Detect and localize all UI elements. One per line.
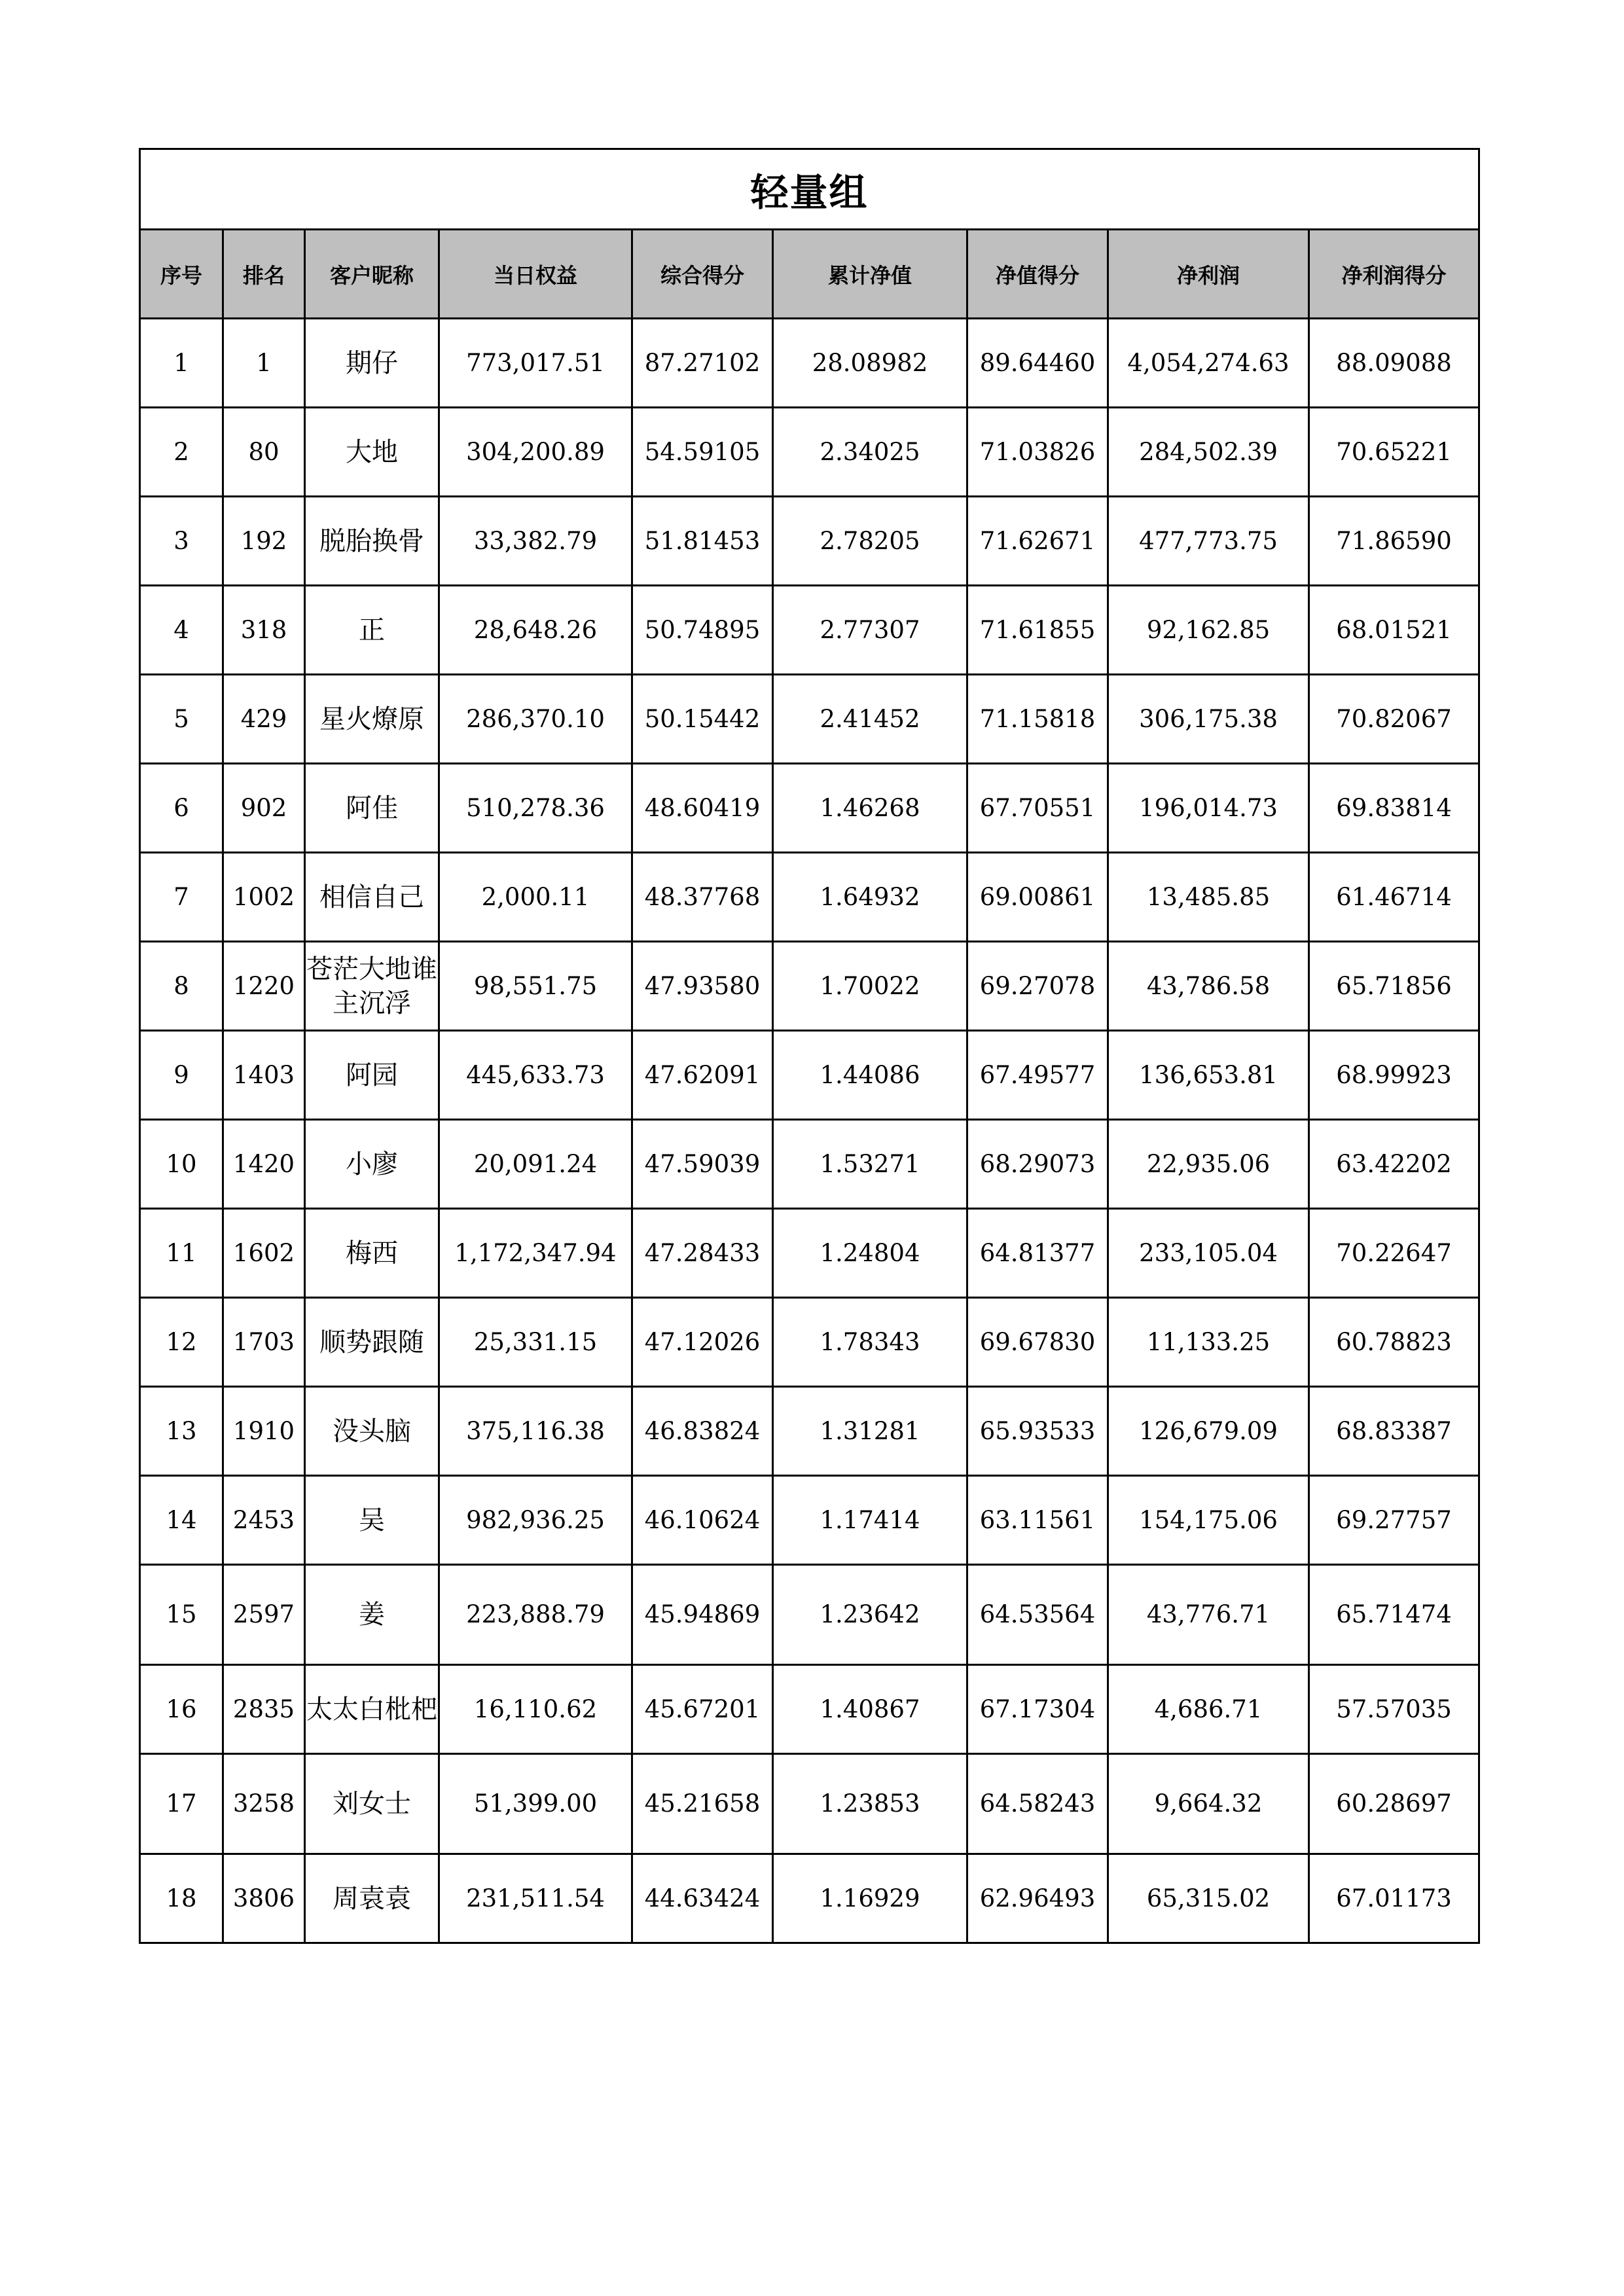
row-equity: 33,382.79 (439, 497, 632, 586)
row-rank: 80 (223, 408, 305, 497)
row-cumulative-nav: 1.78343 (773, 1298, 967, 1387)
row-nickname: 脱胎换骨 (305, 497, 439, 586)
row-index: 4 (140, 586, 223, 675)
row-rank: 1910 (223, 1387, 305, 1476)
row-equity: 304,200.89 (439, 408, 632, 497)
row-nav-score: 67.17304 (967, 1665, 1108, 1754)
row-net-profit-score: 69.27757 (1309, 1476, 1479, 1565)
table-row (140, 1754, 1479, 1854)
row-nickname: 顺势跟随 (305, 1298, 439, 1387)
row-total-score: 48.60419 (632, 764, 773, 853)
row-index: 12 (140, 1298, 223, 1387)
row-net-profit-score: 61.46714 (1309, 853, 1479, 942)
row-index: 5 (140, 675, 223, 764)
row-net-profit-score: 70.65221 (1309, 408, 1479, 497)
row-cumulative-nav: 2.34025 (773, 408, 967, 497)
row-nickname: 梅西 (305, 1209, 439, 1298)
table-row (140, 1665, 1479, 1754)
row-index: 18 (140, 1854, 223, 1943)
row-total-score: 54.59105 (632, 408, 773, 497)
row-nav-score: 71.15818 (967, 675, 1108, 764)
row-equity: 982,936.25 (439, 1476, 632, 1565)
header-row (140, 230, 1479, 319)
row-total-score: 47.12026 (632, 1298, 773, 1387)
table-row (140, 942, 1479, 1031)
row-total-score: 47.59039 (632, 1120, 773, 1209)
row-net-profit: 4,054,274.63 (1108, 319, 1309, 408)
row-nickname: 期仔 (305, 319, 439, 408)
row-net-profit: 284,502.39 (1108, 408, 1309, 497)
row-nickname: 苍茫大地谁主沉浮 (305, 942, 439, 1031)
row-net-profit: 126,679.09 (1108, 1387, 1309, 1476)
row-equity: 286,370.10 (439, 675, 632, 764)
table-row (140, 853, 1479, 942)
row-net-profit-score: 88.09088 (1309, 319, 1479, 408)
row-net-profit: 4,686.71 (1108, 1665, 1309, 1754)
row-cumulative-nav: 1.46268 (773, 764, 967, 853)
header-net-profit: 净利润 (1108, 230, 1309, 319)
row-index: 10 (140, 1120, 223, 1209)
table-row (140, 1387, 1479, 1476)
header-index: 序号 (140, 230, 223, 319)
row-equity: 16,110.62 (439, 1665, 632, 1754)
row-total-score: 51.81453 (632, 497, 773, 586)
row-rank: 2453 (223, 1476, 305, 1565)
row-equity: 231,511.54 (439, 1854, 632, 1943)
row-index: 13 (140, 1387, 223, 1476)
row-cumulative-nav: 1.40867 (773, 1665, 967, 1754)
row-nickname: 大地 (305, 408, 439, 497)
row-net-profit-score: 63.42202 (1309, 1120, 1479, 1209)
row-net-profit: 13,485.85 (1108, 853, 1309, 942)
header-nickname: 客户昵称 (305, 230, 439, 319)
row-index: 14 (140, 1476, 223, 1565)
row-nav-score: 67.70551 (967, 764, 1108, 853)
header-cumulative-nav: 累计净值 (773, 230, 967, 319)
row-nav-score: 65.93533 (967, 1387, 1108, 1476)
row-net-profit-score: 68.01521 (1309, 586, 1479, 675)
row-nickname: 星火燎原 (305, 675, 439, 764)
header-net-profit-score: 净利润得分 (1309, 230, 1479, 319)
row-rank: 318 (223, 586, 305, 675)
header-equity: 当日权益 (439, 230, 632, 319)
row-cumulative-nav: 1.31281 (773, 1387, 967, 1476)
row-nickname: 没头脑 (305, 1387, 439, 1476)
row-cumulative-nav: 2.41452 (773, 675, 967, 764)
ranking-table (139, 148, 1480, 1944)
row-net-profit-score: 70.82067 (1309, 675, 1479, 764)
table-row (140, 675, 1479, 764)
row-rank: 1602 (223, 1209, 305, 1298)
row-rank: 429 (223, 675, 305, 764)
row-nickname: 小廖 (305, 1120, 439, 1209)
row-index: 11 (140, 1209, 223, 1298)
row-total-score: 45.67201 (632, 1665, 773, 1754)
table-row (140, 1031, 1479, 1120)
row-net-profit-score: 70.22647 (1309, 1209, 1479, 1298)
row-cumulative-nav: 1.64932 (773, 853, 967, 942)
row-rank: 902 (223, 764, 305, 853)
row-total-score: 46.83824 (632, 1387, 773, 1476)
row-index: 9 (140, 1031, 223, 1120)
row-nav-score: 69.27078 (967, 942, 1108, 1031)
row-cumulative-nav: 1.23642 (773, 1565, 967, 1665)
table-row (140, 764, 1479, 853)
row-net-profit-score: 65.71856 (1309, 942, 1479, 1031)
row-index: 1 (140, 319, 223, 408)
row-equity: 20,091.24 (439, 1120, 632, 1209)
row-net-profit: 136,653.81 (1108, 1031, 1309, 1120)
row-nav-score: 68.29073 (967, 1120, 1108, 1209)
row-rank: 2597 (223, 1565, 305, 1665)
row-total-score: 45.94869 (632, 1565, 773, 1665)
row-cumulative-nav: 1.16929 (773, 1854, 967, 1943)
row-total-score: 47.62091 (632, 1031, 773, 1120)
row-nickname: 正 (305, 586, 439, 675)
row-nickname: 周袁袁 (305, 1854, 439, 1943)
row-equity: 28,648.26 (439, 586, 632, 675)
row-rank: 1403 (223, 1031, 305, 1120)
row-net-profit: 196,014.73 (1108, 764, 1309, 853)
row-nav-score: 64.58243 (967, 1754, 1108, 1854)
row-nav-score: 67.49577 (967, 1031, 1108, 1120)
row-equity: 2,000.11 (439, 853, 632, 942)
row-index: 16 (140, 1665, 223, 1754)
table-body (140, 319, 1479, 1943)
row-equity: 375,116.38 (439, 1387, 632, 1476)
row-rank: 1002 (223, 853, 305, 942)
header-nav-score: 净值得分 (967, 230, 1108, 319)
row-net-profit: 9,664.32 (1108, 1754, 1309, 1854)
row-net-profit-score: 60.28697 (1309, 1754, 1479, 1854)
row-index: 2 (140, 408, 223, 497)
row-total-score: 47.28433 (632, 1209, 773, 1298)
row-net-profit: 43,776.71 (1108, 1565, 1309, 1665)
row-nickname: 相信自己 (305, 853, 439, 942)
row-rank: 1 (223, 319, 305, 408)
row-cumulative-nav: 1.24804 (773, 1209, 967, 1298)
row-rank: 1703 (223, 1298, 305, 1387)
row-equity: 98,551.75 (439, 942, 632, 1031)
row-nickname: 姜 (305, 1565, 439, 1665)
row-total-score: 45.21658 (632, 1754, 773, 1854)
header-rank: 排名 (223, 230, 305, 319)
row-total-score: 50.15442 (632, 675, 773, 764)
row-nickname: 太太白枇杷 (305, 1665, 439, 1754)
row-equity: 223,888.79 (439, 1565, 632, 1665)
table-row (140, 1854, 1479, 1943)
row-net-profit-score: 57.57035 (1309, 1665, 1479, 1754)
row-rank: 3258 (223, 1754, 305, 1854)
table-row (140, 1120, 1479, 1209)
row-net-profit: 477,773.75 (1108, 497, 1309, 586)
row-net-profit: 43,786.58 (1108, 942, 1309, 1031)
row-nav-score: 71.03826 (967, 408, 1108, 497)
row-nav-score: 64.53564 (967, 1565, 1108, 1665)
row-rank: 1420 (223, 1120, 305, 1209)
table-title: 轻量组 (140, 149, 1479, 230)
table-row (140, 1565, 1479, 1665)
row-equity: 445,633.73 (439, 1031, 632, 1120)
row-total-score: 87.27102 (632, 319, 773, 408)
row-index: 17 (140, 1754, 223, 1854)
row-net-profit-score: 69.83814 (1309, 764, 1479, 853)
table-row (140, 408, 1479, 497)
row-total-score: 48.37768 (632, 853, 773, 942)
table-row (140, 497, 1479, 586)
row-cumulative-nav: 1.70022 (773, 942, 967, 1031)
row-index: 7 (140, 853, 223, 942)
row-index: 15 (140, 1565, 223, 1665)
row-nav-score: 69.67830 (967, 1298, 1108, 1387)
row-nav-score: 62.96493 (967, 1854, 1108, 1943)
row-nav-score: 89.64460 (967, 319, 1108, 408)
row-equity: 25,331.15 (439, 1298, 632, 1387)
row-total-score: 46.10624 (632, 1476, 773, 1565)
row-net-profit: 306,175.38 (1108, 675, 1309, 764)
row-index: 8 (140, 942, 223, 1031)
row-nickname: 阿园 (305, 1031, 439, 1120)
row-net-profit-score: 67.01173 (1309, 1854, 1479, 1943)
row-net-profit-score: 60.78823 (1309, 1298, 1479, 1387)
row-nav-score: 69.00861 (967, 853, 1108, 942)
row-nickname: 吴 (305, 1476, 439, 1565)
row-net-profit-score: 68.83387 (1309, 1387, 1479, 1476)
row-cumulative-nav: 28.08982 (773, 319, 967, 408)
row-rank: 192 (223, 497, 305, 586)
row-rank: 2835 (223, 1665, 305, 1754)
row-net-profit: 11,133.25 (1108, 1298, 1309, 1387)
header-total-score: 综合得分 (632, 230, 773, 319)
row-net-profit: 154,175.06 (1108, 1476, 1309, 1565)
row-nav-score: 71.61855 (967, 586, 1108, 675)
row-net-profit: 233,105.04 (1108, 1209, 1309, 1298)
table-row (140, 1476, 1479, 1565)
row-rank: 3806 (223, 1854, 305, 1943)
row-nickname: 刘女士 (305, 1754, 439, 1854)
row-cumulative-nav: 1.44086 (773, 1031, 967, 1120)
row-net-profit-score: 65.71474 (1309, 1565, 1479, 1665)
table-row (140, 1298, 1479, 1387)
row-equity: 51,399.00 (439, 1754, 632, 1854)
row-nickname: 阿佳 (305, 764, 439, 853)
row-equity: 510,278.36 (439, 764, 632, 853)
row-net-profit: 22,935.06 (1108, 1120, 1309, 1209)
row-net-profit-score: 71.86590 (1309, 497, 1479, 586)
row-cumulative-nav: 2.77307 (773, 586, 967, 675)
row-cumulative-nav: 1.17414 (773, 1476, 967, 1565)
row-cumulative-nav: 1.23853 (773, 1754, 967, 1854)
row-total-score: 44.63424 (632, 1854, 773, 1943)
row-nav-score: 71.62671 (967, 497, 1108, 586)
table-row (140, 1209, 1479, 1298)
table-row (140, 586, 1479, 675)
row-total-score: 50.74895 (632, 586, 773, 675)
row-index: 3 (140, 497, 223, 586)
row-rank: 1220 (223, 942, 305, 1031)
row-net-profit: 92,162.85 (1108, 586, 1309, 675)
row-cumulative-nav: 2.78205 (773, 497, 967, 586)
row-nav-score: 64.81377 (967, 1209, 1108, 1298)
table-row (140, 319, 1479, 408)
row-equity: 773,017.51 (439, 319, 632, 408)
row-net-profit-score: 68.99923 (1309, 1031, 1479, 1120)
row-cumulative-nav: 1.53271 (773, 1120, 967, 1209)
row-net-profit: 65,315.02 (1108, 1854, 1309, 1943)
row-nav-score: 63.11561 (967, 1476, 1108, 1565)
row-total-score: 47.93580 (632, 942, 773, 1031)
row-equity: 1,172,347.94 (439, 1209, 632, 1298)
row-index: 6 (140, 764, 223, 853)
